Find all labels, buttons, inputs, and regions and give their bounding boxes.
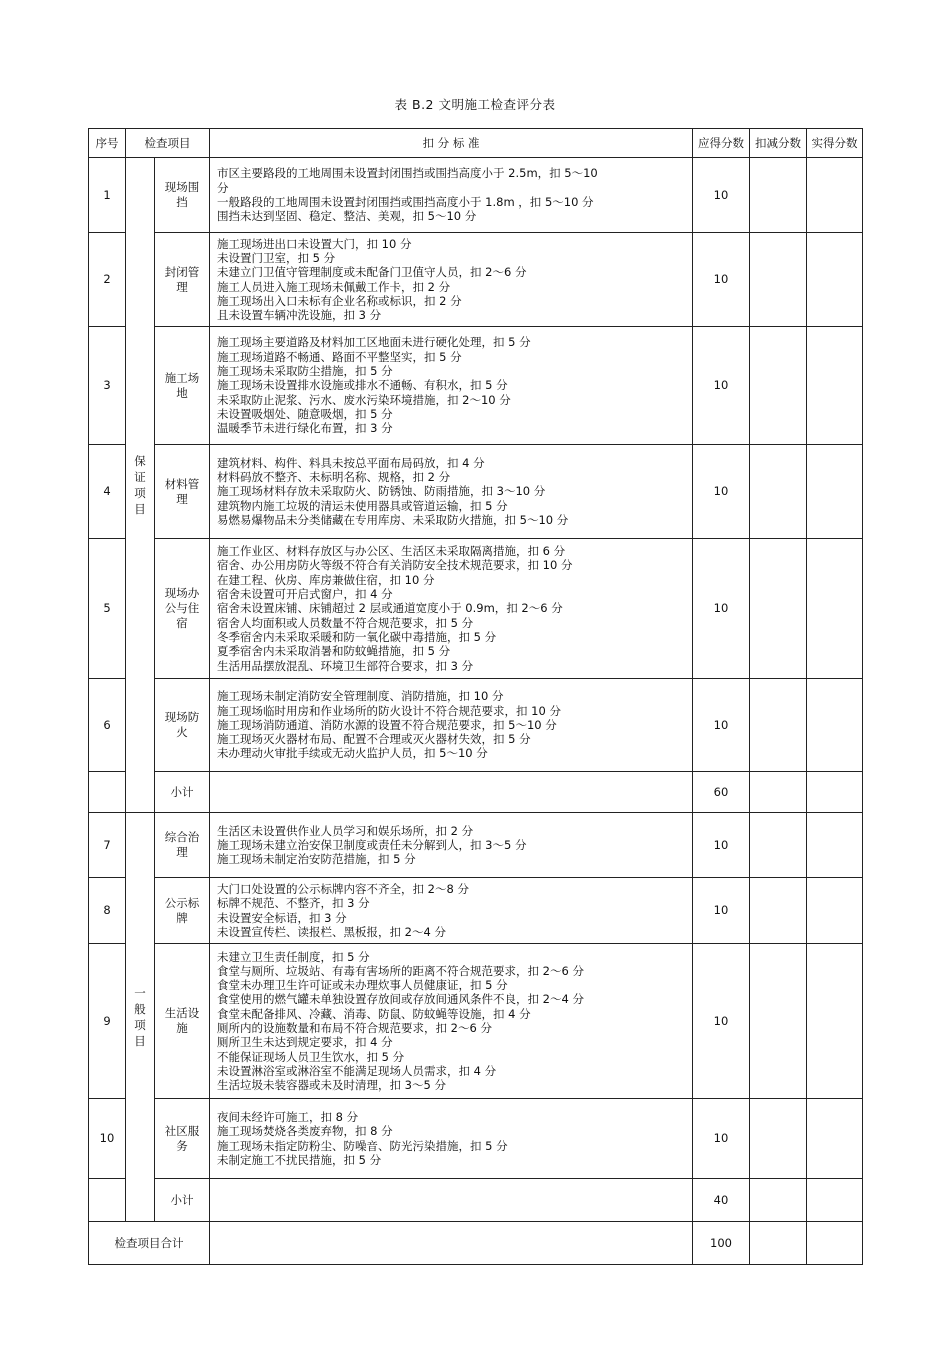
row-standard [210, 878, 693, 944]
row-standard [210, 233, 693, 327]
subtotal-row [89, 1179, 863, 1222]
row-due-score: 10 [693, 813, 750, 878]
table-row [89, 878, 863, 944]
row-deduct-cell[interactable] [750, 944, 807, 1099]
row-actual-cell[interactable] [807, 813, 863, 878]
row-actual-cell[interactable] [807, 158, 863, 233]
row-item-name: 生活设施 [155, 944, 210, 1099]
standard-line: 未采取防止泥浆、污水、废水污染环境措施，扣 2～10 分 [217, 392, 511, 407]
standard-line: 厕所内的设施数量和布局不符合规范要求，扣 2～6 分 [217, 1021, 492, 1035]
row-standard [210, 158, 693, 233]
row-item-name: 封闭管理 [155, 233, 210, 327]
header-due-score: 应得分数 [693, 129, 750, 158]
standard-line: 在建工程、伙房、库房兼做住宿，扣 10 分 [217, 572, 435, 587]
subtotal-label: 小计 [155, 1179, 210, 1222]
standard-line: 施工现场未制定消防安全管理制度、消防措施，扣 10 分 [217, 689, 504, 704]
standard-line: 施工现场消防通道、消防水源的设置不符合规范要求，扣 5～10 分 [217, 717, 557, 732]
standard-line: 生活用品摆放混乱、环境卫生部符合要求，扣 3 分 [217, 658, 474, 673]
row-deduct-cell[interactable] [750, 539, 807, 679]
total-actual-cell[interactable] [807, 1222, 863, 1265]
standard-line: 未建立卫生责任制度，扣 5 分 [217, 949, 370, 964]
row-item-name: 现场围挡 [155, 158, 210, 233]
standard-line: 生活区未设置供作业人员学习和娱乐场所，扣 2 分 [217, 823, 474, 838]
standard-line: 宿舍、办公用房防火等级不符合有关消防安全技术规范要求，扣 10 分 [217, 558, 573, 573]
row-standard [210, 679, 693, 772]
empty-cell [89, 1179, 126, 1222]
standard-line: 未设置吸烟处、随意吸烟，扣 5 分 [217, 406, 393, 421]
standard-line: 未制定施工不扰民措施，扣 5 分 [217, 1152, 382, 1167]
row-seq: 8 [89, 878, 126, 944]
standard-line: 施工现场道路不畅通、路面不平整坚实，扣 5 分 [217, 349, 462, 364]
table-row [89, 813, 863, 878]
standard-line: 食堂未配备排风、冷藏、消毒、防鼠、防蚊蝇等设施，扣 4 分 [217, 1006, 531, 1021]
standard-line: 未设置淋浴室或淋浴室不能满足现场人员需求，扣 4 分 [217, 1063, 497, 1078]
empty-cell [89, 772, 126, 813]
score-table [88, 128, 863, 1265]
standard-line: 施工现场主要道路及材料加工区地面未进行硬化处理，扣 5 分 [217, 335, 531, 350]
row-item-name: 施工场地 [155, 327, 210, 445]
row-actual-cell[interactable] [807, 679, 863, 772]
standard-line: 未设置门卫室，扣 5 分 [217, 250, 336, 265]
standard-line: 施工现场未制定治安防范措施，扣 5 分 [217, 852, 416, 867]
standard-line: 未设置安全标语，扣 3 分 [217, 910, 347, 925]
row-due-score: 10 [693, 233, 750, 327]
standard-line: 生活垃圾未装容器或未及时清理，扣 3～5 分 [217, 1078, 446, 1093]
row-seq: 1 [89, 158, 126, 233]
subtotal-actual-cell[interactable] [807, 1179, 863, 1222]
row-actual-cell[interactable] [807, 1099, 863, 1179]
standard-line: 宿舍未设置床铺、床铺超过 2 层或通道宽度小于 0.9m，扣 2～6 分 [217, 601, 563, 616]
row-item-name: 材料管理 [155, 445, 210, 539]
standard-line: 施工现场出入口未标有企业名称或标识，扣 2 分 [217, 293, 462, 308]
row-due-score: 10 [693, 445, 750, 539]
row-item-name: 现场办公与住宿 [155, 539, 210, 679]
row-deduct-cell[interactable] [750, 813, 807, 878]
standard-line: 夜间未经许可施工，扣 8 分 [217, 1109, 359, 1124]
subtotal-row [89, 772, 863, 813]
table-row [89, 233, 863, 327]
subtotal-deduct-cell[interactable] [750, 772, 807, 813]
standard-line: 食堂使用的燃气罐未单独设置存放间或存放间通风条件不良，扣 2～4 分 [217, 992, 584, 1007]
row-actual-cell[interactable] [807, 944, 863, 1099]
row-item-name: 社区服务 [155, 1099, 210, 1179]
group-label: 一般项目 [134, 986, 146, 1048]
total-row [89, 1222, 863, 1265]
subtotal-actual-cell[interactable] [807, 772, 863, 813]
standard-line: 大门口处设置的公示标牌内容不齐全，扣 2～8 分 [217, 881, 469, 896]
standard-line: 宿舍人均面积或人员数量不符合规范要求，扣 5 分 [217, 615, 474, 630]
row-due-score: 10 [693, 158, 750, 233]
header-row [89, 129, 863, 158]
row-deduct-cell[interactable] [750, 158, 807, 233]
standard-line: 一般路段的工地周围未设置封闭围挡或围挡高度小于 1.8m ，扣 5～10 分 [217, 195, 594, 209]
row-due-score: 10 [693, 944, 750, 1099]
standard-line: 施工现场材料存放未采取防火、防锈蚀、防雨措施，扣 3～10 分 [217, 484, 546, 499]
header-deduct-score: 扣减分数 [750, 129, 807, 158]
row-item-name: 公示标牌 [155, 878, 210, 944]
standard-line: 施工现场未指定防粉尘、防噪音、防光污染措施，扣 5 分 [217, 1138, 508, 1153]
table-row [89, 539, 863, 679]
table-row [89, 445, 863, 539]
empty-cell [210, 1222, 693, 1265]
standard-line: 夏季宿舍内未采取消暑和防蚊蝇措施，扣 5 分 [217, 644, 451, 659]
standard-line: 未建立门卫值守管理制度或未配备门卫值守人员，扣 2～6 分 [217, 265, 527, 280]
subtotal-label: 小计 [155, 772, 210, 813]
table-row [89, 679, 863, 772]
standard-line: 食堂未办理卫生许可证或未办理炊事人员健康证，扣 5 分 [217, 978, 508, 993]
group-label: 保证项目 [134, 454, 146, 516]
total-label: 检查项目合计 [89, 1222, 210, 1265]
header-item: 检查项目 [126, 129, 210, 158]
standard-line: 不能保证现场人员卫生饮水，扣 5 分 [217, 1049, 405, 1064]
empty-cell [210, 772, 693, 813]
empty-cell [210, 1179, 693, 1222]
row-actual-cell[interactable] [807, 327, 863, 445]
row-item-name: 综合治理 [155, 813, 210, 878]
row-seq: 4 [89, 445, 126, 539]
row-actual-cell[interactable] [807, 539, 863, 679]
standard-line: 冬季宿舍内未采取采暖和防一氧化碳中毒措施，扣 5 分 [217, 629, 497, 644]
row-seq: 9 [89, 944, 126, 1099]
row-standard [210, 813, 693, 878]
row-standard [210, 539, 693, 679]
standard-line: 宿舍未设置可开启式窗户，扣 4 分 [217, 587, 393, 602]
row-seq: 5 [89, 539, 126, 679]
row-deduct-cell[interactable] [750, 679, 807, 772]
standard-line: 市区主要路段的工地周围未设置封闭围挡或围挡高度小于 2.5m，扣 5～10 [217, 166, 598, 181]
subtotal-score: 40 [693, 1179, 750, 1222]
row-deduct-cell[interactable] [750, 1099, 807, 1179]
standard-line: 建筑材料、构件、料具未按总平面布局码放，扣 4 分 [217, 455, 485, 470]
row-due-score: 10 [693, 327, 750, 445]
standard-line: 且未设置车辆冲洗设施，扣 3 分 [217, 308, 382, 323]
standard-line: 施工现场未设置排水设施或排水不通畅、有积水，扣 5 分 [217, 378, 508, 393]
standard-line: 施工人员进入施工现场未佩戴工作卡，扣 2 分 [217, 279, 451, 294]
row-item-name: 现场防火 [155, 679, 210, 772]
row-seq: 6 [89, 679, 126, 772]
standard-line: 施工现场临时用房和作业场所的防火设计不符合规范要求，扣 10 分 [217, 703, 561, 718]
subtotal-deduct-cell[interactable] [750, 1179, 807, 1222]
standard-line: 未办理动火审批手续或无动火监护人员，扣 5～10 分 [217, 746, 488, 761]
row-actual-cell[interactable] [807, 878, 863, 944]
standard-line: 围挡未达到坚固、稳定、整洁、美观，扣 5～10 分 [217, 209, 477, 224]
table-row [89, 327, 863, 445]
standard-line: 标牌不规范、不整齐，扣 3 分 [217, 896, 370, 911]
row-seq: 10 [89, 1099, 126, 1179]
standard-line: 未设置宣传栏、读报栏、黑板报，扣 2～4 分 [217, 924, 446, 939]
row-due-score: 10 [693, 539, 750, 679]
row-due-score: 10 [693, 1099, 750, 1179]
row-actual-cell[interactable] [807, 445, 863, 539]
group-guarantee [126, 158, 155, 813]
row-due-score: 10 [693, 878, 750, 944]
row-seq: 7 [89, 813, 126, 878]
table-row [89, 944, 863, 1099]
total-deduct-cell[interactable] [750, 1222, 807, 1265]
total-score: 100 [693, 1222, 750, 1265]
table-row [89, 1099, 863, 1179]
row-deduct-cell[interactable] [750, 878, 807, 944]
table-row [89, 158, 863, 233]
standard-line: 厕所卫生未达到规定要求，扣 4 分 [217, 1035, 393, 1050]
standard-line: 食堂与厕所、垃圾站、有毒有害场所的距离不符合规范要求，扣 2～6 分 [217, 963, 584, 978]
subtotal-score: 60 [693, 772, 750, 813]
row-standard [210, 327, 693, 445]
row-deduct-cell[interactable] [750, 327, 807, 445]
row-deduct-cell[interactable] [750, 233, 807, 327]
standard-line: 施工作业区、材料存放区与办公区、生活区未采取隔离措施，扣 6 分 [217, 544, 566, 559]
row-deduct-cell[interactable] [750, 445, 807, 539]
group-general [126, 813, 155, 1222]
standard-line: 施工现场灭火器材布局、配置不合理或灭火器材失效，扣 5 分 [217, 732, 531, 747]
standard-line: 材料码放不整齐、未标明名称、规格，扣 2 分 [217, 470, 451, 485]
standard-line: 施工现场未建立治安保卫制度或责任未分解到人，扣 3～5 分 [217, 837, 527, 852]
row-due-score: 10 [693, 679, 750, 772]
standard-line: 分 [217, 180, 229, 195]
standard-line: 建筑物内施工垃圾的清运未使用器具或管道运输，扣 5 分 [217, 498, 508, 513]
standard-line: 易燃易爆物品未分类储藏在专用库房、未采取防火措施，扣 5～10 分 [217, 512, 569, 527]
row-seq: 2 [89, 233, 126, 327]
header-standard: 扣 分 标 准 [210, 129, 693, 158]
header-actual-score: 实得分数 [807, 129, 863, 158]
row-actual-cell[interactable] [807, 233, 863, 327]
standard-line: 施工现场未采取防尘措施，扣 5 分 [217, 364, 393, 379]
standard-line: 施工现场焚烧各类废弃物，扣 8 分 [217, 1124, 393, 1139]
header-seq: 序号 [89, 129, 126, 158]
row-seq: 3 [89, 327, 126, 445]
standard-line: 施工现场进出口未设置大门，扣 10 分 [217, 236, 412, 251]
row-standard [210, 944, 693, 1099]
table-title: 表 B.2 文明施工检查评分表 [394, 97, 556, 112]
standard-line: 温暖季节未进行绿化布置，扣 3 分 [217, 421, 393, 436]
row-standard [210, 445, 693, 539]
row-standard [210, 1099, 693, 1179]
